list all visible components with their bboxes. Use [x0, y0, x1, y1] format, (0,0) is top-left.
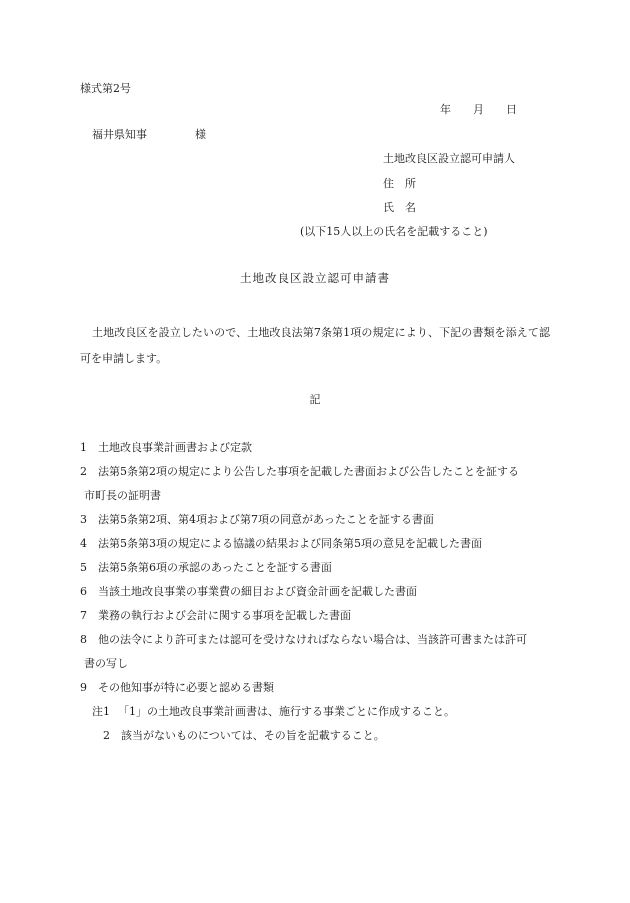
- item-text: 法第5条第2項、第4項および第7項の同意があったことを証する書面: [98, 513, 434, 526]
- note-text: 「1」の土地改良事業計画書は、施行する事業ごとに作成すること。: [118, 705, 455, 718]
- item-number: 2: [80, 465, 87, 478]
- item-number: 3: [80, 513, 87, 526]
- ki-heading: 記: [309, 393, 321, 406]
- item-text: 当該土地改良事業の事業費の細目および資金計画を記載した書面: [98, 585, 417, 598]
- list-item: [80, 628, 555, 676]
- list-item: [80, 676, 555, 700]
- list-item: [80, 580, 555, 604]
- item-number: 6: [80, 585, 87, 598]
- addressee: 福井県知事: [92, 128, 147, 141]
- list-item: [80, 532, 555, 556]
- list-item: [80, 556, 555, 580]
- document-title: 土地改良区設立認可申請書: [240, 271, 390, 285]
- date-year: 年: [440, 103, 451, 116]
- note-text: 該当がないものについては、その旨を記載すること。: [121, 729, 385, 742]
- date-line: [440, 103, 517, 116]
- item-text: 土地改良事業計画書および定款: [98, 441, 252, 454]
- addressee-line: [92, 128, 206, 141]
- name-label: 氏 名: [383, 201, 416, 214]
- list-item: [80, 508, 555, 532]
- note-item: [80, 724, 555, 748]
- note-item: [80, 700, 555, 724]
- note-label: 注1: [92, 705, 110, 718]
- item-text: その他知事が特に必要と認める書類: [98, 681, 274, 694]
- address-label: 住 所: [383, 177, 416, 190]
- form-number: 様式第2号: [80, 82, 131, 95]
- body-line-1: 土地改良区を設立したいので、土地改良法第7条第1項の規定により、下記の書類を添え: [92, 326, 528, 339]
- note-label: 2: [103, 729, 110, 742]
- list-item: [80, 436, 555, 460]
- item-text: 法第5条第3項の規定による協議の結果および同条第5項の意見を記載した書面: [98, 537, 482, 550]
- item-number: 9: [80, 681, 87, 694]
- item-text: 法第5条第6項の承認のあったことを証する書面: [98, 561, 332, 574]
- item-number: 5: [80, 561, 87, 574]
- item-text-continued: 市町長の証明書: [84, 489, 161, 502]
- item-number: 7: [80, 609, 87, 622]
- item-text-continued: 書の写し: [84, 657, 128, 670]
- item-text: 業務の執行および会計に関する事項を記載した書面: [98, 609, 351, 622]
- item-number: 4: [80, 537, 87, 550]
- body-line-2: て認可を申請します。: [80, 326, 550, 365]
- date-month: 月: [473, 103, 484, 116]
- applicant-label: 土地改良区設立認可申請人: [383, 152, 515, 165]
- attachment-list: [80, 436, 555, 748]
- item-text: 法第5条第2項の規定により公告した事項を記載した書面および公告したことを証する: [98, 465, 519, 478]
- item-text: 他の法令により許可または認可を受けなければならない場合は、当該許可書または許可: [98, 633, 527, 646]
- date-day: 日: [506, 103, 517, 116]
- item-number: 8: [80, 633, 87, 646]
- list-item: [80, 460, 555, 508]
- item-number: 1: [80, 441, 87, 454]
- addressee-honorific: 様: [195, 128, 206, 141]
- list-item: [80, 604, 555, 628]
- applicant-note: (以下15人以上の氏名を記載すること): [300, 225, 488, 238]
- body-paragraph: [80, 320, 550, 372]
